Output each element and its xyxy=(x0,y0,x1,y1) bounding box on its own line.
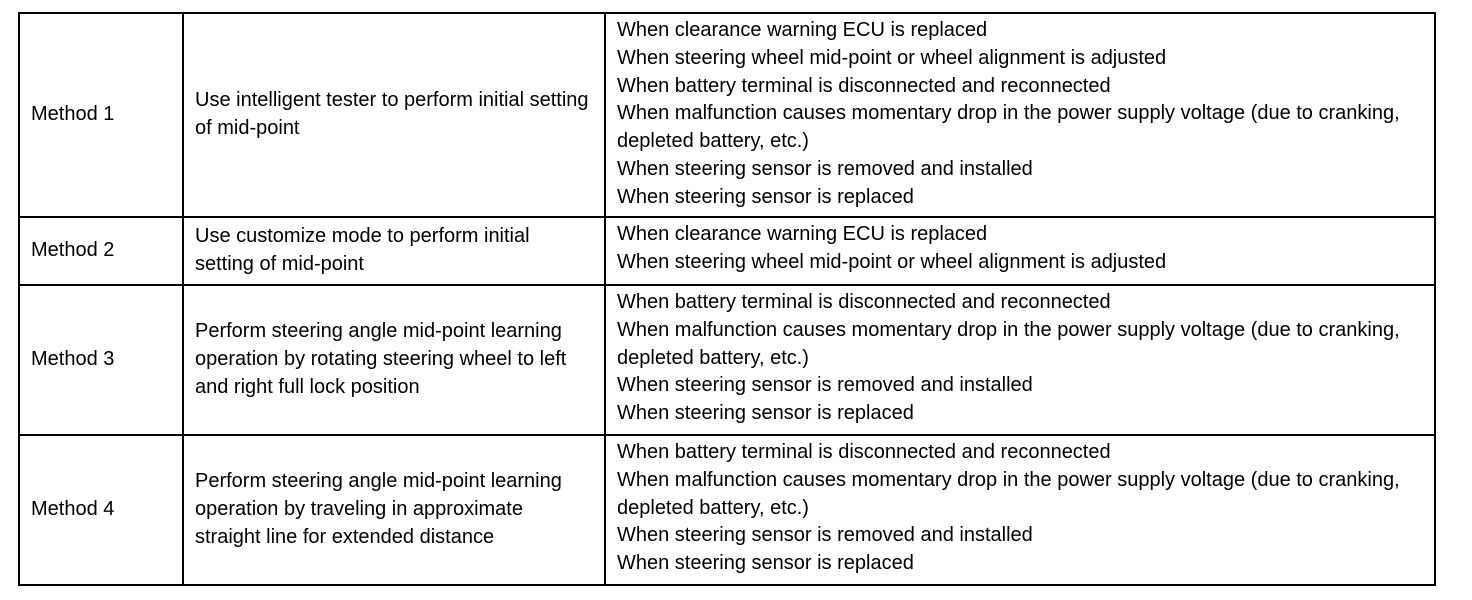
method-name-cell: Method 3 xyxy=(19,285,183,435)
condition-line: When malfunction causes momentary drop in the power supply voltage (due to cranking, depleted battery, etc.) xyxy=(617,318,1400,369)
condition-line: When battery terminal is disconnected and reconnected xyxy=(617,441,1111,463)
method-description-cell: Use intelligent tester to perform initial setting of mid-point xyxy=(183,13,605,217)
conditions-cell xyxy=(605,435,1435,585)
method-name-cell: Method 4 xyxy=(19,435,183,585)
condition-line: When clearance warning ECU is replaced xyxy=(617,223,988,245)
condition-line: When steering sensor is replaced xyxy=(617,402,914,425)
method-description-cell: Use customize mode to perform initial setting of mid-point xyxy=(183,217,605,285)
condition-line: When battery terminal is disconnected and reconnected xyxy=(617,74,1111,97)
method-description-cell: Perform steering angle mid-point learning operation by traveling in approximate straight line for extended distance xyxy=(183,435,605,585)
condition-line: When malfunction causes momentary drop in the power supply voltage (due to cranking, depleted battery, etc.) xyxy=(617,102,1400,153)
method-name-cell: Method 2 xyxy=(19,217,183,285)
table-row xyxy=(19,285,1435,435)
conditions-cell xyxy=(605,13,1435,217)
condition-line: When steering sensor is removed and installed xyxy=(617,524,1033,547)
condition-line: When steering sensor is removed and installed xyxy=(617,157,1033,180)
condition-line: When steering sensor is removed and installed xyxy=(617,374,1033,397)
condition-line: When battery terminal is disconnected and reconnected xyxy=(617,291,1111,313)
table-row xyxy=(19,217,1435,285)
condition-line: When steering sensor is replaced xyxy=(617,185,914,208)
condition-line: When steering wheel mid-point or wheel alignment is adjusted xyxy=(617,46,1167,69)
conditions-cell xyxy=(605,217,1435,285)
condition-line: When clearance warning ECU is replaced xyxy=(617,19,988,41)
condition-line: When steering wheel mid-point or wheel alignment is adjusted xyxy=(617,250,1167,273)
conditions-cell xyxy=(605,285,1435,435)
method-name-cell: Method 1 xyxy=(19,13,183,217)
table-row xyxy=(19,13,1435,217)
table-row xyxy=(19,435,1435,585)
condition-line: When steering sensor is replaced xyxy=(617,552,914,575)
method-description-cell: Perform steering angle mid-point learning operation by rotating steering wheel to left and right full lock position xyxy=(183,285,605,435)
methods-table xyxy=(18,12,1436,586)
condition-line: When malfunction causes momentary drop in the power supply voltage (due to cranking, depleted battery, etc.) xyxy=(617,468,1400,519)
